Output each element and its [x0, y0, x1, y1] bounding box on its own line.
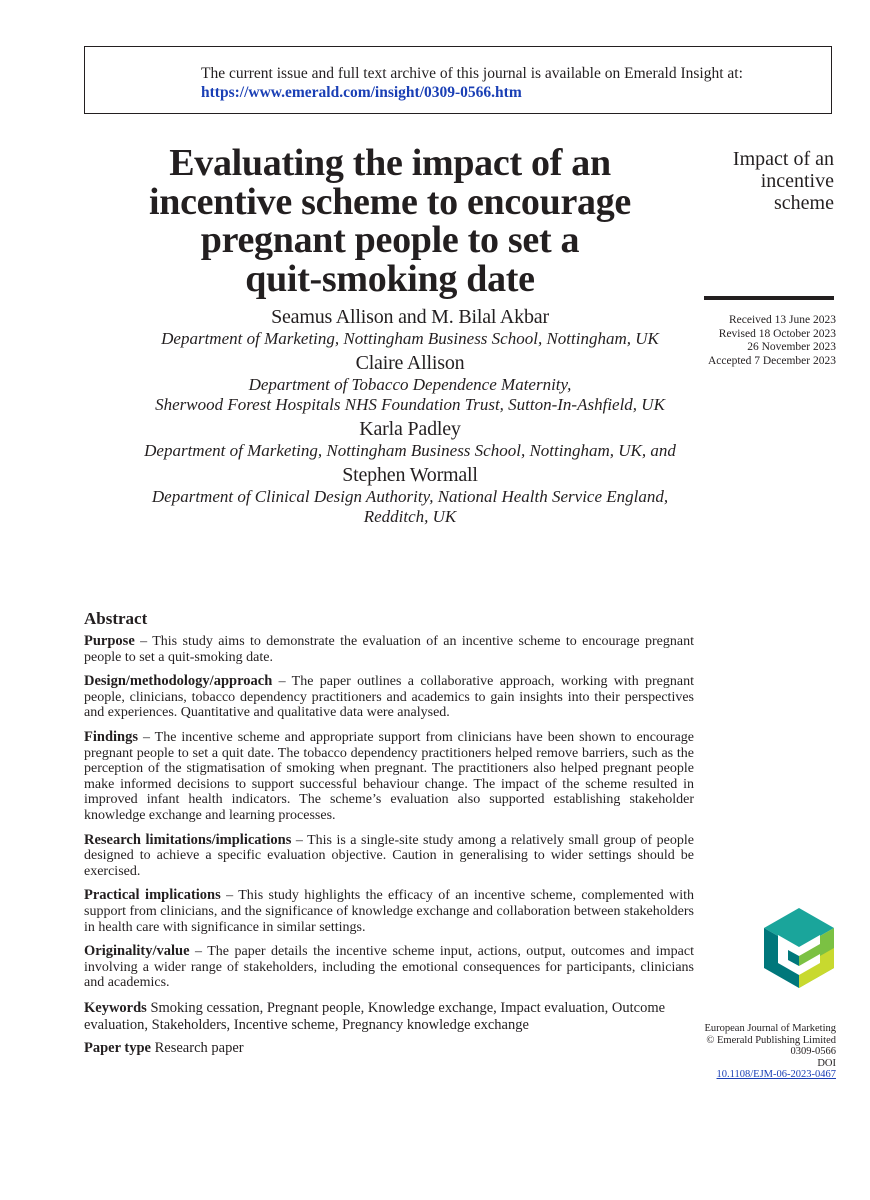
title-line: incentive scheme to encourage	[149, 180, 631, 223]
emerald-publishing-logo-icon	[764, 908, 834, 988]
paper-type-label: Paper type	[84, 1039, 151, 1056]
keywords-text: Smoking cessation, Pregnant people, Knowledge exchange, Impact evaluation, Outcome evaluation, Stakeholders, Incentive scheme, Pregnancy knowledge exchange	[84, 999, 666, 1033]
doi-label: DOI	[817, 1057, 836, 1069]
section-text: – This is a single-site study among a relatively small group of people designed to achieve a specific evaluation objective. Caution in generalising to wider settings should be exercised.	[84, 832, 694, 879]
section-label: Purpose	[84, 633, 135, 649]
running-head-line: scheme	[774, 192, 834, 214]
paper-type-text: Research paper	[151, 1039, 244, 1056]
author-name: Seamus Allison and M. Bilal Akbar	[271, 306, 549, 328]
paper-type	[84, 1040, 694, 1057]
running-head	[700, 148, 834, 214]
section-label: Design/methodology/approach	[84, 673, 273, 690]
received-date: Received 13 June 2023	[729, 314, 836, 326]
journal-info	[690, 1023, 836, 1081]
section-text: – The paper outlines a collaborative approach, working with pregnant people, clinicians, tobacco dependency practitioners and academics to gain insights into their perspectives and experiences. Quantitative and qualitative data were analysed.	[84, 674, 694, 721]
keywords	[84, 1000, 694, 1034]
issn: 0309-0566	[790, 1046, 836, 1058]
paper-title	[84, 144, 696, 298]
accepted-date: Accepted 7 December 2023	[707, 354, 836, 367]
author-group	[84, 464, 736, 527]
keywords-label: Keywords	[84, 999, 147, 1016]
abstract-findings	[84, 730, 694, 824]
abstract	[84, 608, 694, 1057]
abstract-originality	[84, 944, 694, 991]
section-label: Practical implications	[84, 887, 221, 904]
abstract-purpose	[84, 634, 694, 665]
side-rule-divider	[704, 296, 834, 300]
section-text: – The incentive scheme and appropriate support from clinicians have been shown to encourage pregnant people to set a quit date. The tobacco dependency practitioners helped remove barriers, such as the perception of the stigmatisation of smoking when pregnant. The practitioners also helped pregnant people make informed decisions to support successful behaviour change. The impact of the scheme resulted in improved infant health indicators. The scheme’s evaluation also supported establishing stakeholder knowledge exchange and learning processes.	[84, 729, 694, 823]
author-affiliation: Department of Tobacco Dependence Maternity,	[248, 375, 572, 394]
title-line: Evaluating the impact of an	[169, 142, 611, 184]
author-name: Claire Allison	[355, 352, 465, 374]
section-label: Originality/value	[84, 943, 190, 960]
journal-availability-notice	[84, 46, 832, 114]
author-group	[84, 352, 736, 415]
author-block	[84, 306, 736, 527]
section-label: Research limitations/implications	[84, 831, 292, 848]
author-name: Stephen Wormall	[342, 464, 478, 486]
section-text: – This study highlights the efficacy of an incentive scheme, complemented with support from clinicians, and the significance of knowledge exchange and collaboration between stakeholders in health care with significance in similar settings.	[84, 888, 695, 935]
title-line: pregnant people to set a	[200, 219, 580, 261]
author-affiliation: Sherwood Forest Hospitals NHS Foundation Trust, Sutton-In-Ashfield, UK	[155, 395, 665, 414]
author-affiliation: Department of Marketing, Nottingham Business School, Nottingham, UK, and	[144, 441, 676, 460]
copyright-line: © Emerald Publishing Limited	[706, 1034, 836, 1046]
section-text: – The paper details the incentive scheme input, actions, output, outcomes and impact involving a wider range of stakeholders, including the emotional consequences for participants, clinicians and academics.	[84, 944, 694, 991]
author-affiliation: Department of Marketing, Nottingham Business School, Nottingham, UK	[161, 329, 659, 348]
author-group	[84, 418, 736, 461]
notice-text: The current issue and full text archive of this journal is available on Emerald Insight at:	[201, 65, 743, 82]
abstract-practical	[84, 888, 694, 935]
author-affiliation: Redditch, UK	[363, 507, 457, 526]
author-group	[84, 306, 736, 349]
journal-name: European Journal of Marketing	[704, 1023, 836, 1034]
author-affiliation: Department of Clinical Design Authority, National Health Service England,	[151, 487, 669, 506]
section-text: – This study aims to demonstrate the evaluation of an incentive scheme to encourage pregnant people to set a quit-smoking date.	[84, 634, 694, 665]
author-name: Karla Padley	[359, 418, 461, 440]
abstract-design	[84, 674, 694, 721]
doi-link[interactable]: 10.1108/EJM-06-2023-0467	[716, 1069, 836, 1081]
doi-line	[690, 1058, 836, 1081]
revised-date: 26 November 2023	[747, 341, 836, 353]
running-head-line: incentive	[760, 170, 834, 192]
title-line: quit-smoking date	[245, 257, 535, 300]
revised-date: Revised 18 October 2023	[718, 327, 836, 340]
abstract-heading: Abstract	[84, 609, 148, 628]
abstract-limitations	[84, 833, 694, 880]
running-head-line: Impact of an	[732, 148, 834, 170]
section-label: Findings	[84, 728, 138, 745]
journal-url-link[interactable]: https://www.emerald.com/insight/0309-0566.htm	[201, 84, 522, 101]
